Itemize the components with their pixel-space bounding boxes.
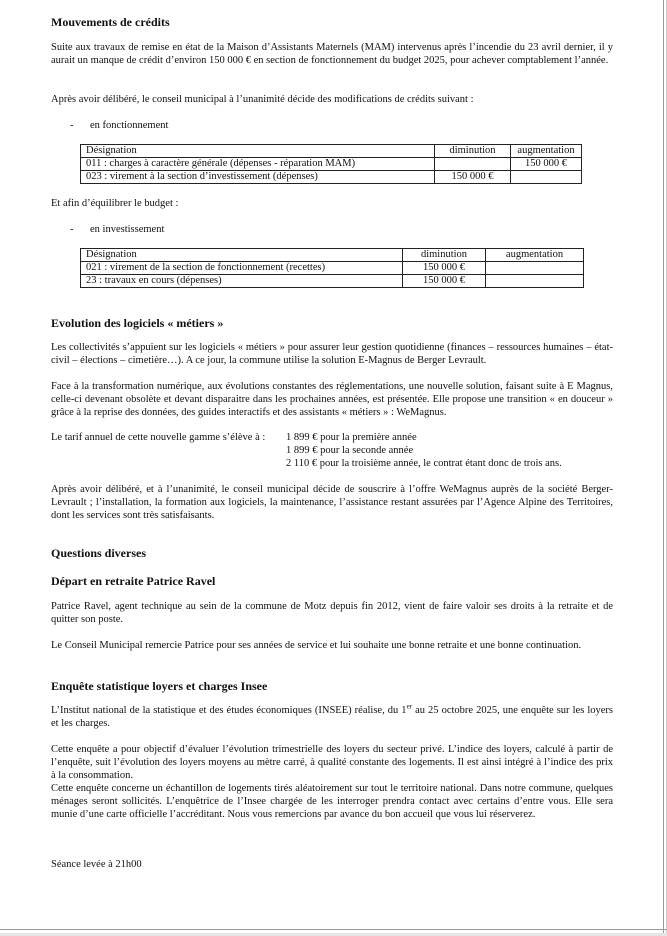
paragraph-logiciels-2: Face à la transformation numérique, aux évolutions constantes des réglementations, une nouvelle solution, faisant suite à E Magnus, celle-ci devenant obsolète et devant disparaitre dans les prochaines années, est présentée. Elle propose une transition « en douceur » grâce à la reprise des données, des guides interactifs et des assistants « métiers » : WeMagnus.: [51, 381, 613, 418]
cell-designation: 011 : charges à caractère générale (dépenses - réparation MAM): [81, 158, 435, 171]
paragraph-credits-intro: Suite aux travaux de remise en état de la Maison d’Assistants Maternels (MAM) intervenus après l’incendie du 23 avril dernier, il y aurait un manque de crédit d’environ 150 000 € en section de fonctionnement du budget 2025, pour achever comptablement l’année.: [51, 42, 613, 66]
insee-text-before: L’Institut national de la statistique et des études économiques (INSEE) réalise, du 1: [51, 705, 407, 716]
cell-diminution: [435, 158, 511, 171]
page-border-bottom: [0, 929, 667, 930]
cell-augmentation: [486, 262, 584, 275]
paragraph-retraite-1: Patrice Ravel, agent technique au sein de la commune de Motz depuis fin 2012, vient de faire valoir ses droits à la retraite et de quitter son poste.: [51, 601, 613, 625]
header-designation: Désignation: [81, 145, 435, 158]
bullet-dash: -: [70, 120, 74, 131]
heading-enquete-insee: Enquête statistique loyers et charges Insee: [51, 679, 268, 693]
header-augmentation: augmentation: [511, 145, 582, 158]
cell-diminution: 150 000 €: [403, 262, 486, 275]
header-diminution: diminution: [403, 249, 486, 262]
cell-designation: 23 : travaux en cours (dépenses): [81, 275, 403, 288]
header-diminution: diminution: [435, 145, 511, 158]
bullet-fonctionnement: [70, 119, 168, 132]
page-border-right: [663, 0, 664, 936]
cell-augmentation: [511, 171, 582, 184]
header-designation: Désignation: [81, 249, 403, 262]
paragraph-logiciels-1: Les collectivités s’appuient sur les logiciels « métiers » pour assurer leur gestion quotidienne (finances – ressources humaines – état-civil – élections – cimetière…). A ce jour, la commune utilise la solution E-Magnus de Berger Levrault.: [51, 342, 613, 366]
bullet-investissement: [70, 223, 164, 236]
header-augmentation: augmentation: [486, 249, 584, 262]
insee-text-after: au 25 octobre 2025, une enquête sur les loyers et les charges.: [51, 705, 613, 729]
table-fonctionnement: [80, 144, 582, 184]
table-row: [81, 158, 582, 171]
cell-diminution: 150 000 €: [435, 171, 511, 184]
heading-logiciels-metiers: Evolution des logiciels « métiers »: [51, 316, 224, 330]
heading-mouvements-credits: Mouvements de crédits: [51, 15, 170, 29]
paragraph-logiciels-decision: Après avoir délibéré, et à l’unanimité, le conseil municipal décide de souscrire à l’offre WeMagnus auprès de la société Berger-Levrault ; l’installation, la formation aux logiciels, la maintenance, l’assistance restant assurées par l’Agence Alpine des Territoires, dont les services sont très satisfaisants.: [51, 484, 613, 521]
paragraph-credits-decision: Après avoir délibéré, le conseil municipal à l’unanimité décide des modifications de crédits suivant :: [51, 94, 474, 105]
tarif-annee-3: 2 110 € pour la troisième année, le contrat étant donc de trois ans.: [286, 458, 562, 469]
tarif-label: Le tarif annuel de cette nouvelle gamme s’élève à :: [51, 432, 266, 443]
paragraph-insee-2: Cette enquête a pour objectif d’évaluer l’évolution trimestrielle des loyers du secteur privé. L’indice des loyers, calculé à partir de l’enquête, suit l’évolution des loyers moyens au mètre carré, à qualité constante des logements. Il est ainsi intégré à l’indice des prix à la consommation.: [51, 744, 613, 781]
bullet-dash: -: [70, 224, 74, 235]
cell-diminution: 150 000 €: [403, 275, 486, 288]
paragraph-insee-1: [51, 704, 613, 730]
table-header-row: [81, 145, 582, 158]
insee-superscript: er: [406, 702, 413, 711]
closing-seance-levee: Séance levée à 21h00: [51, 859, 142, 870]
bullet-label: en investissement: [90, 224, 165, 235]
heading-questions-diverses: Questions diverses: [51, 546, 147, 560]
table-row: [81, 262, 584, 275]
cell-augmentation: [486, 275, 584, 288]
cell-designation: 023 : virement à la section d’investissement (dépenses): [81, 171, 435, 184]
table-header-row: [81, 249, 584, 262]
heading-depart-retraite: Départ en retraite Patrice Ravel: [51, 574, 216, 588]
bullet-label: en fonctionnement: [90, 120, 169, 131]
table-investissement: [80, 248, 584, 288]
paragraph-insee-3: Cette enquête concerne un échantillon de logements tirés aléatoirement sur tout le territoire national. Dans notre commune, quelques ménages seront sollicités. L’enquêtrice de l’Insee chargée de les interroger prendra contact avec certains d’entre vous. Elle sera munie d’une carte officielle l’accréditant. Nous vous remercions par avance du bon accueil que vous lui réserverez.: [51, 783, 613, 820]
tarif-annee-2: 1 899 € pour la seconde année: [286, 445, 414, 456]
paragraph-retraite-2: Le Conseil Municipal remercie Patrice pour ses années de service et lui souhaite une bonne retraite et une bonne continuation.: [51, 640, 582, 651]
table-row: [81, 171, 582, 184]
tarif-annee-1: 1 899 € pour la première année: [286, 432, 417, 443]
paragraph-equilibre: Et afin d’équilibrer le budget :: [51, 198, 179, 209]
cell-designation: 021 : virement de la section de fonctionnement (recettes): [81, 262, 403, 275]
cell-augmentation: 150 000 €: [511, 158, 582, 171]
table-row: [81, 275, 584, 288]
